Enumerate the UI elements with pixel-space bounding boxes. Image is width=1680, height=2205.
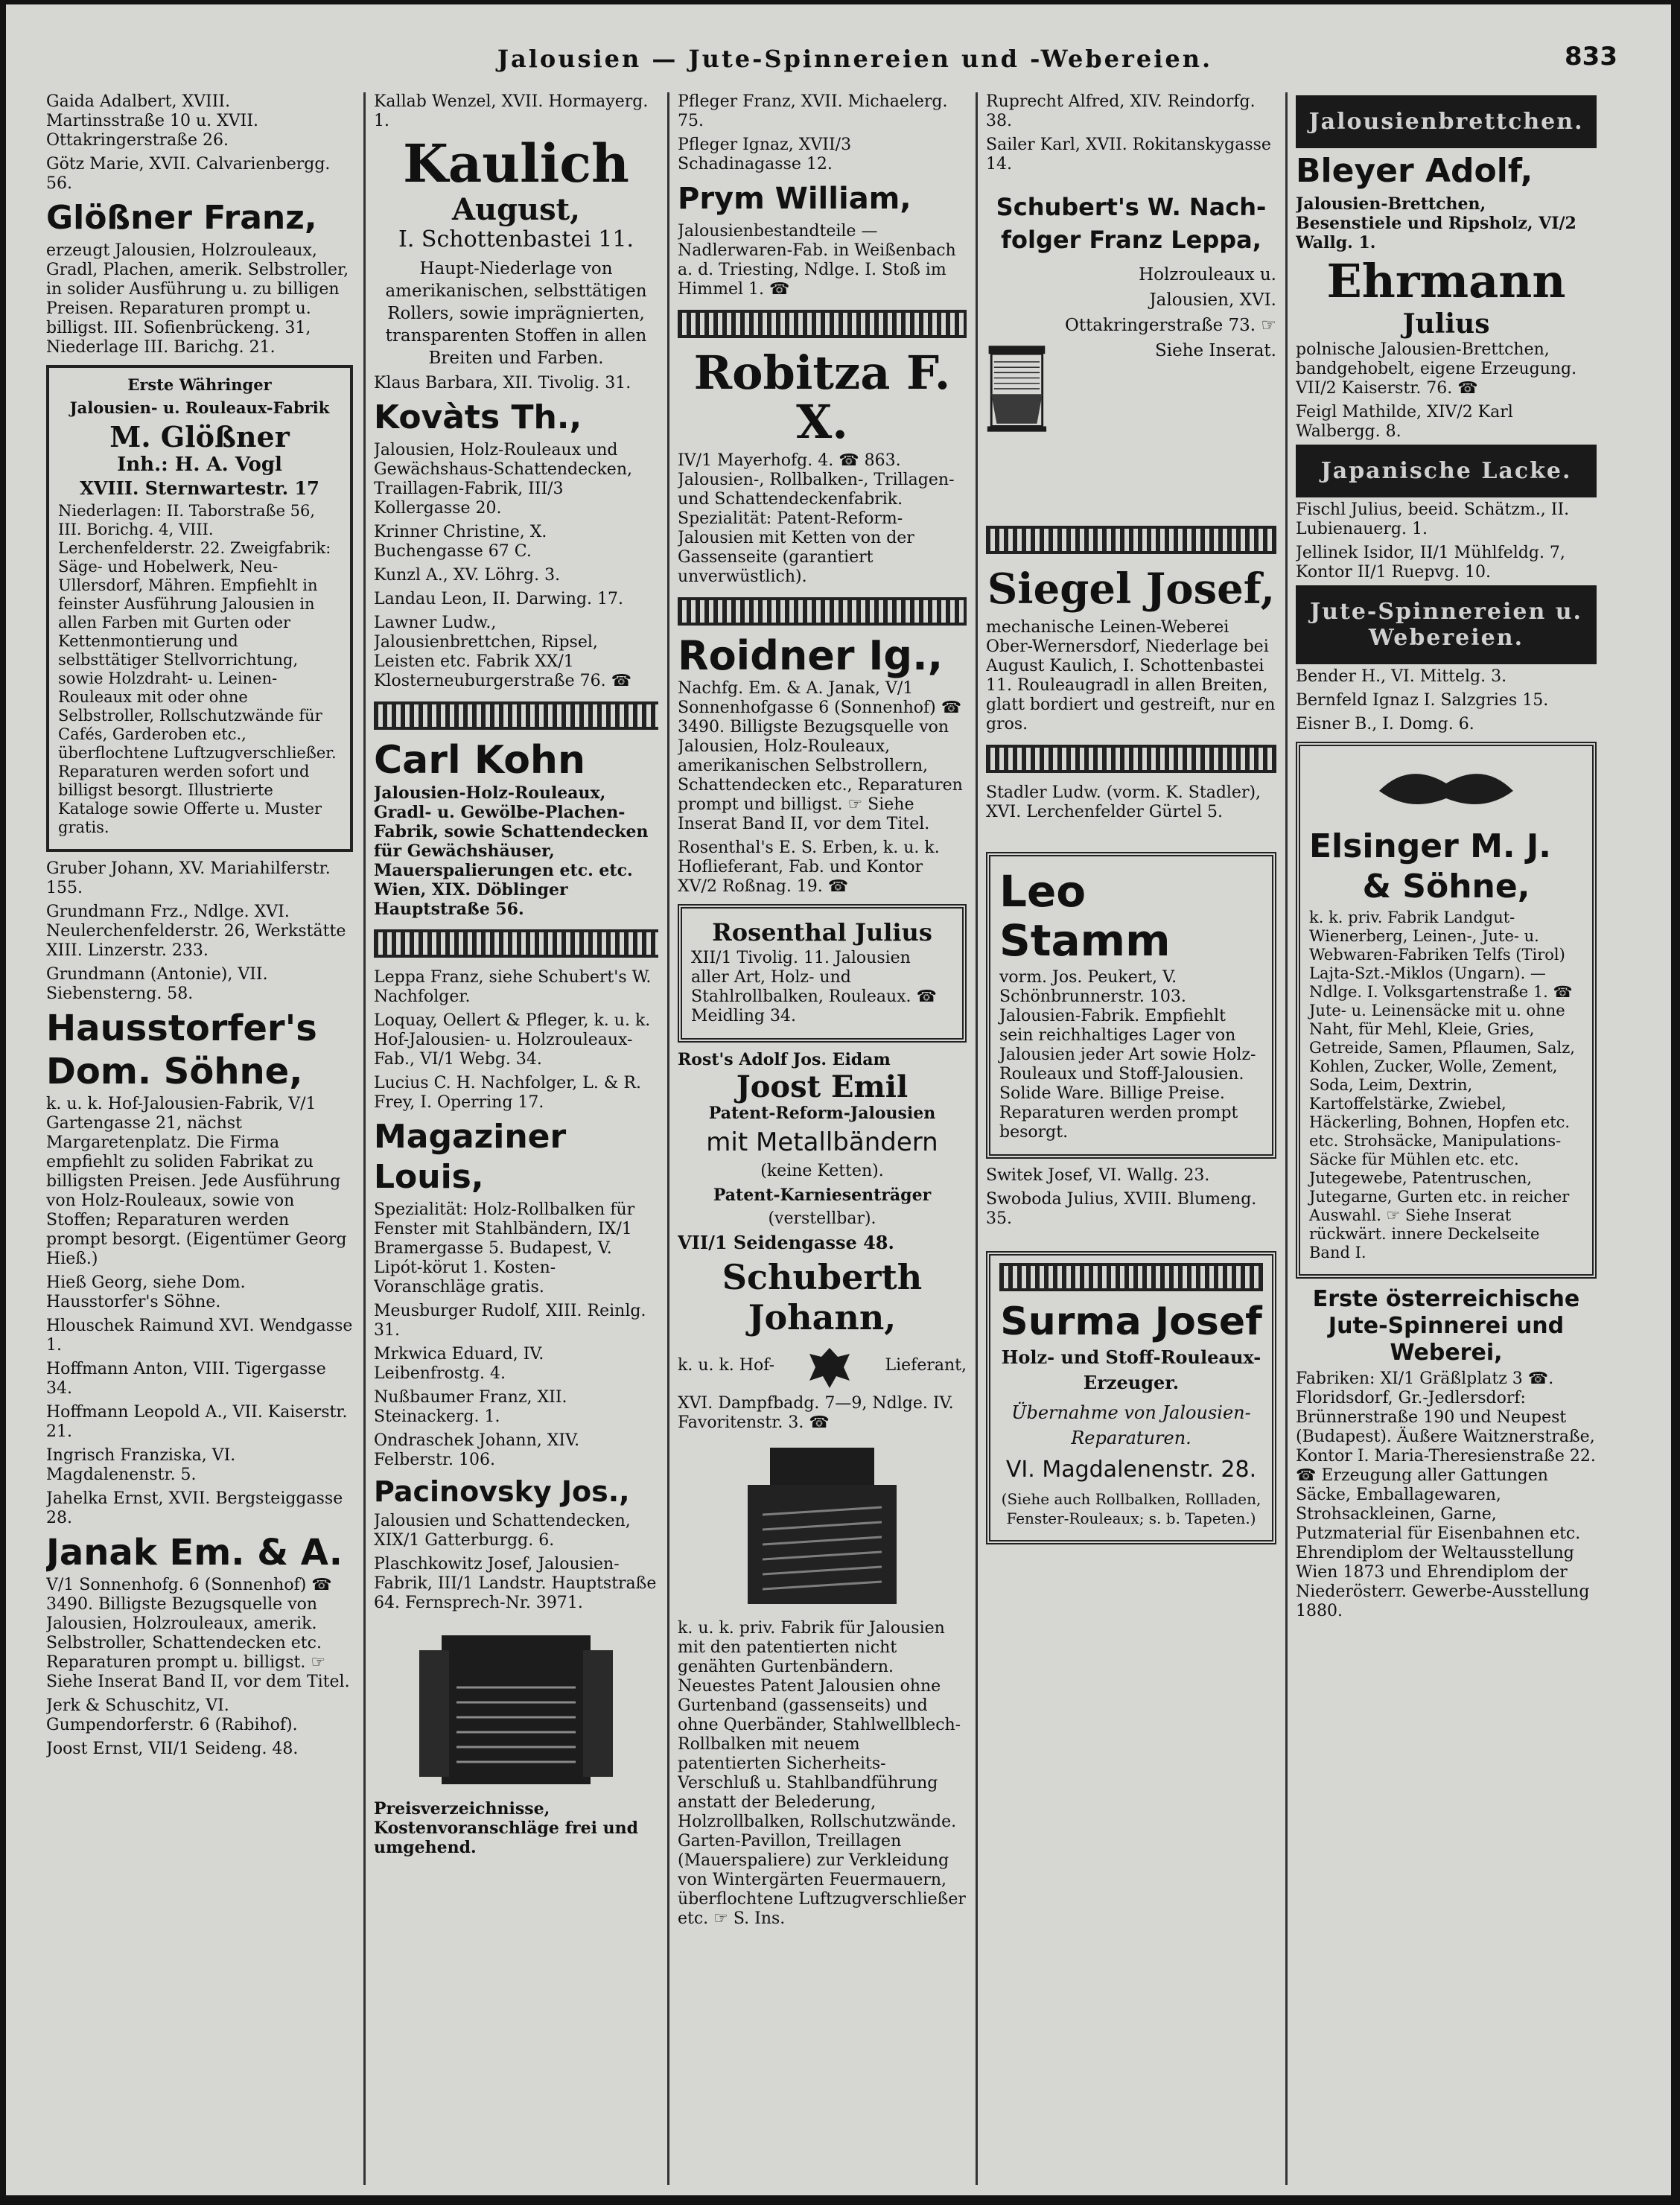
entry: Klaus Barbara, XII. Tivolig. 31. [374, 374, 631, 392]
section-heading: Jute-Spinnereien u. Webereien. [1296, 587, 1597, 663]
ad-text: Haupt-Niederlage von amerikanischen, selbsttätigen Rollers, sowie imprägnierten, transparenten Stoffen in allen Breiten und Farben. [385, 259, 647, 368]
ad-name-hausstorfer-2: Dom. Söhne, [46, 1051, 303, 1092]
entry: Lucius C. H. Nachfolger, L. & R. Frey, I. Operring 17. [374, 1074, 641, 1112]
entry: Bernfeld Ignaz I. Salzgries 15. [1296, 691, 1549, 710]
ad-name: Leo Stamm [999, 866, 1171, 966]
ad-line: (Siehe auch Rollbalken, Rollladen, Fenster-Rouleaux; s. b. Tapeten.) [1001, 1490, 1261, 1527]
entry: Stadler Ludw. (vorm. K. Stadler), XVI. Lerchenfelder Gürtel 5. [986, 783, 1261, 821]
ad-box-stamm [986, 852, 1276, 1159]
ad-line: Holz- und Stoff-Rouleaux-Erzeuger. [1001, 1346, 1261, 1393]
ad-name: Surma Josef [1000, 1299, 1262, 1344]
ad-name-hausstorfer: Hausstorfer's [46, 1008, 317, 1049]
ad-text: Jalousien und Schattendecken, XIX/1 Gatterburgg. 6. [374, 1512, 631, 1550]
ad-name-magaziner: Magaziner Louis, [374, 1118, 567, 1196]
ad-name-janak: Janak Em. & A. [46, 1532, 343, 1574]
ad-name-robitza: Robitza F. X. [693, 346, 951, 449]
directory-page [6, 4, 1671, 2195]
ad-name-ehrmann: Ehrmann [1326, 254, 1566, 308]
ad-line: Übernahme von Jalousien-Reparaturen. [1011, 1402, 1251, 1448]
column-rule [363, 92, 366, 2185]
ad-text: Jalousien-Holz-Rouleaux, Gradl- u. Gewölbe-Plachen-Fabrik, sowie Schattendecken für Gewächshäuser, Mauerspalierungen etc. etc. Wien, XIX. Döblinger Hauptstraße 56. [374, 783, 649, 919]
ad-line: (keine Ketten). [760, 1162, 884, 1180]
entry: Rosenthal's E. S. Erben, k. u. k. Hoflieferant, Fab. und Kontor XV/2 Roßnag. 19. ☎ [678, 839, 940, 896]
ad-address: XVI. Dampfbadg. 7—9, Ndlge. IV. Favoritenstr. 3. ☎ [678, 1394, 954, 1432]
ad-text: Nachfg. Em. & A. Janak, V/1 Sonnenhofgasse 6 (Sonnenhof) ☎ 3490. Billigste Bezugsquelle von Jalousien, Holz-Rouleaux, amerikanischen Selbstrollern, Schattendecken etc., Reparaturen prompt und billigst. ☞ Siehe Inserat Band II, vor dem Titel. [678, 679, 963, 833]
ad-text: k. u. k. priv. Fabrik für Jalousien mit den patentierten nicht genähten Gurtenbändern. Neuestes Patent Jalousien ohne Gurtenband (gassenseits) und ohne Querbänder, Stahlwellblech-Rollbalken mit neuem patentierten Sicherheits-Verschluß u. Stahlbandführung anstatt der Belederung, Holzrollbalken, Rollschutzwände. Garten-Pavillon, Treillagen (Mauerspaliere) zur Verkleidung von Wintergärten Feuermauern, überflochtene Luftzugverschließer etc. ☞ S. Ins. [678, 1619, 966, 1928]
entry: Kallab Wenzel, XVII. Hormayerg. 1. [374, 92, 649, 130]
entry: Loquay, Oellert & Pfleger, k. u. k. Hof-Jalousien- u. Holzrouleaux-Fab., VI/1 Webg. 34. [374, 1011, 651, 1069]
ad-box-surma [986, 1251, 1276, 1544]
ad-name-pacinovsky: Pacinovsky Jos., [374, 1475, 630, 1508]
ad-line: Erste Währinger [127, 375, 272, 394]
schubert-ad-body [986, 262, 1276, 515]
ornament-band [678, 310, 967, 338]
entry: Ruprecht Alfred, XIV. Reindorfg. 38. [986, 92, 1256, 130]
ad-text: Spezialität: Holz-Rollbalken für Fenster mit Stahlbändern, IX/1 Bramergasse 5. Budapest, V. Lipót-körut 1. Kosten-Voranschläge gratis. [374, 1200, 635, 1296]
ad-box-glossner [46, 365, 353, 852]
ad-line: mit Metallbändern [706, 1127, 938, 1157]
ad-text: erzeugt Jalousien, Holzrouleaux, Gradl, Plachen, amerik. Selbstroller, in solider Ausführung u. zu billigen Preisen. Reparaturen prompt u. billigst. III. Sofienbrückeng. 31, Niederlage III. Barichg. 21. [46, 241, 349, 357]
ornament-band [374, 701, 658, 730]
ad-text: vorm. Jos. Peukert, V. Schönbrunnerstr. 103. Jalousien-Fabrik. Empfiehlt sein reichhaltiges Lager von Jalousien jeder Art sowie Holz-Rouleaux und Stoff-Jalousien. Solide Ware. Billige Preise. Reparaturen werden prompt besorgt. [999, 968, 1256, 1142]
ad-address: I. Schottenbastei 11. [398, 226, 634, 252]
entry: Joost Ernst, VII/1 Seideng. 48. [46, 1740, 299, 1758]
ad-line: (verstellbar). [768, 1209, 876, 1228]
entry: Swoboda Julius, XVIII. Blumeng. 35. [986, 1190, 1257, 1228]
ad-name: M. Glößner [109, 420, 290, 454]
ornament-crest-icon [1372, 761, 1521, 821]
ad-name-schubert: Schubert's W. Nach- [996, 193, 1267, 221]
entry: Grundmann (Antonie), VII. Siebensterng. 58. [46, 965, 268, 1003]
ad-name-kohn: Carl Kohn [374, 738, 585, 783]
column-1 [46, 92, 353, 2185]
entry: Leppa Franz, siehe Schubert's W. Nachfolger. [374, 968, 652, 1006]
entry: Lawner Ludw., Jalousienbrettchen, Ripsel, Leisten etc. Fabrik XX/1 Klosterneuburgerstraße 76. ☎ [374, 614, 631, 690]
ad-text: mechanische Leinen-Weberei Ober-Wernersdorf, Niederlage bei August Kaulich, I. Schottenbastei 11. Rouleaugradl in allen Breiten, glatt bordiert und gestreift, nur en gros. [986, 618, 1276, 734]
ad-name-siegel: Siegel Josef, [987, 564, 1276, 614]
jalousie-window-illustration [412, 1620, 620, 1792]
ad-text: Jalousien, Holz-Rouleaux und Gewächshaus-Schattendecken, Traillagen-Fabrik, III/3 Kollergasse 20. [374, 441, 632, 518]
ad-name-erste-oesterreichische: Erste österreichische Jute-Spinnerei und Weberei, [1312, 1286, 1580, 1366]
entry: Sailer Karl, XVII. Rokitanskygasse 14. [986, 136, 1271, 174]
entry: Eisner B., I. Domg. 6. [1296, 715, 1474, 734]
column-4 [986, 92, 1276, 2185]
ad-name-roidner: Roidner Ig., [678, 632, 944, 679]
entry: Hlouschek Raimund XVI. Wendgasse 1. [46, 1317, 353, 1355]
column-rule [976, 92, 978, 2185]
ad-name-prym: Prym William, [678, 182, 911, 216]
ornament-band [999, 1263, 1263, 1291]
entry: Jerk & Schuschitz, VI. Gumpendorferstr. 6 (Rabihof). [46, 1696, 298, 1734]
ad-text: V/1 Sonnenhofg. 6 (Sonnenhof) ☎ 3490. Billigste Bezugsquelle von Jalousien, Holzrouleaux, amerik. Selbstroller, Schattendecken etc. Reparaturen prompt u. billigst. ☞ Siehe Inserat Band II, vor dem Titel. [46, 1576, 350, 1691]
entry: Hieß Georg, siehe Dom. Hausstorfer's Söhne. [46, 1273, 246, 1311]
entry: Pfleger Franz, XVII. Michaelerg. 75. [678, 92, 948, 130]
ad-name-schubert-2: folger Franz Leppa, [1001, 226, 1261, 254]
ornament-band [678, 597, 967, 626]
ad-line: Lieferant, [885, 1356, 967, 1375]
ad-text: XII/1 Tivolig. 11. Jalousien aller Art, Holz- und Stahlrollbalken, Rouleaux. ☎ Meidling 34. [691, 949, 937, 1025]
ad-address: VI. Magdalenenstr. 28. [1005, 1457, 1257, 1483]
column-rule [1285, 92, 1288, 2185]
entry: Krinner Christine, X. Buchengasse 67 C. [374, 523, 547, 561]
ad-text: IV/1 Mayerhofg. 4. ☎ 863. Jalousien-, Rollbalken-, Trillagen- und Schattendeckenfabrik. Spezialität: Patent-Reform-Jalousien mit Ketten von der Gassenseite (garantiert unverwüstlich). [678, 451, 955, 586]
ad-text: polnische Jalousien-Brettchen, bandgehobelt, eigene Erzeugung. VII/2 Kaiserstr. 76. ☎ [1296, 340, 1577, 398]
ad-text: Preisverzeichnisse, Kostenvoranschläge frei und umgehend. [374, 1799, 639, 1857]
ad-name-2: & Söhne, [1362, 868, 1530, 906]
page-header: Jalousien — Jute-Spinnereien und -Webereien. [497, 45, 1213, 73]
ornament-band [986, 745, 1276, 773]
ornament-band [986, 526, 1276, 554]
entry: Fischl Julius, beeid. Schätzm., II. Lubienauerg. 1. [1296, 500, 1570, 538]
entry: Ingrisch Franziska, VI. Magdalenenstr. 5. [46, 1446, 236, 1484]
ad-name-kovats: Kovàts Th., [374, 398, 582, 436]
entry: Meusburger Rudolf, XIII. Reinlg. 31. [374, 1302, 646, 1340]
ad-text: Jalousien-Brettchen, Besenstiele und Ripsholz, VI/2 Wallg. 1. [1296, 194, 1576, 252]
ad-name: Elsinger M. J. [1309, 827, 1551, 865]
entry: Plaschkowitz Josef, Jalousien-Fabrik, III/1 Landstr. Hauptstraße 64. Fernsprech-Nr. 3971. [374, 1555, 657, 1612]
ad-text: k. k. priv. Fabrik Landgut-Wienerberg, Leinen-, Jute- u. Webwaren-Fabriken Telfs (Tirol) Lajta-Szt.-Miklos (Ungarn). — Ndlge. I. Volksgartenstraße 1. ☎ Jute- u. Leinensäcke mit u. ohne Naht, für Mehl, Kleie, Gries, Getreide, Samen, Pflaumen, Salz, Kohlen, Zucker, Wolle, Zement, Soda, Leim, Dextrin, Kartoffelstärke, Zwiebel, Häckerling, Bohnen, Hopfen etc. etc. Strohsäcke, Manipulations-Säcke für Mühlen etc. etc. Jutegewebe, Patentruschen, Jutegarne, Gurten etc. in reicher Auswahl. ☞ Siehe Inserat rückwärt. innere Deckelseite Band I. [1309, 909, 1575, 1261]
ad-line: Patent-Reform-Jalousien [708, 1104, 936, 1123]
entry: Landau Leon, II. Darwing. 17. [374, 590, 624, 608]
ad-name-schuberth: Schuberth Johann, [722, 1257, 923, 1337]
ad-line: Patent-Karniesenträger [713, 1186, 932, 1205]
page-number: 833 [1565, 42, 1617, 71]
ad-text: Fabriken: XI/1 Gräßlplatz 3 ☎. Floridsdorf, Gr.-Jedlersdorf: Brünnerstraße 190 und Neupest (Budapest). Äußere Waitznerstraße, Kontor I. Maria-Theresienstraße 22. ☎ Erzeugung aller Gattungen Säcke, Emballagewaren, Strohsackleinen, Garne, Putzmaterial für Eisenbahnen etc. Ehrendiplom der Weltausstellung Wien 1873 und Ehrendiplom der Niederösterr. Gewerbe-Ausstellung 1880. [1296, 1369, 1596, 1620]
column-rule [667, 92, 669, 2185]
column-3 [678, 92, 967, 2185]
ad-text: Niederlagen: II. Taborstraße 56, III. Borichg. 4, VIII. Lerchenfelderstr. 22. Zweigfabrik: Säge- und Hobelwerk, Neu-Ullersdorf, Mähren. Empfiehlt in feinster Ausführung Jalousien in allen Farben mit Gurten oder Kettenmontierung und selbsttätiger Stellvorrichtung, sowie Holzdraht- u. Leinen-Rouleaux mit oder ohne Selbstroller, Rollschutzwände für Cafés, Garderoben etc., überflochtene Luftzugverschließer. Reparaturen werden sofort und billigst besorgt. Illustrierte Kataloge sowie Offerte u. Muster gratis. [58, 502, 337, 836]
entry: Mrkwica Eduard, IV. Leibenfrostg. 4. [374, 1345, 544, 1383]
entry: Jellinek Isidor, II/1 Mühlfeldg. 7, Kontor II/1 Ruepvg. 10. [1296, 544, 1565, 582]
ad-text: Jalousienbestandteile — Nadlerwaren-Fab. in Weißenbach a. d. Triesting, Ndlge. I. Stoß im Himmel 1. ☎ [678, 222, 956, 299]
ad-line: k. u. k. Hof- [678, 1356, 775, 1375]
ad-owner: Inh.: H. A. Vogl [117, 454, 282, 476]
ad-name: Rosenthal Julius [712, 918, 932, 946]
entry: Bender H., VI. Mittelg. 3. [1296, 667, 1507, 686]
entry: Feigl Mathilde, XIV/2 Karl Walbergg. 8. [1296, 403, 1513, 441]
eagle-crest-icon [804, 1342, 856, 1394]
ad-address: VII/1 Seidengasse 48. [678, 1232, 894, 1253]
ad-name-bleyer: Bleyer Adolf, [1296, 152, 1533, 190]
column-5 [1296, 92, 1597, 2185]
entry: Kunzl A., XV. Löhrg. 3. [374, 566, 561, 585]
ad-text: Holzrouleaux u. Jalousien, XVI. Ottakringerstraße 73. ☞ Siehe Inserat. [1064, 265, 1276, 360]
entry: Hoffmann Anton, VIII. Tigergasse 34. [46, 1360, 326, 1398]
entry: Jahelka Ernst, XVII. Bergsteiggasse 28. [46, 1489, 343, 1527]
ornament-band [374, 929, 658, 958]
ad-address: XVIII. Sternwartestr. 17 [80, 477, 319, 499]
rollbalken-illustration [733, 1440, 911, 1611]
entry: Switek Josef, VI. Wallg. 23. [986, 1166, 1210, 1185]
ad-line: Jalousien- u. Rouleaux-Fabrik [69, 398, 330, 417]
entry: Pfleger Ignaz, XVII/3 Schadinagasse 12. [678, 136, 852, 174]
column-2 [374, 92, 658, 2185]
ad-firstname: August, [451, 192, 581, 227]
entry: Götz Marie, XVII. Calvarienbergg. 56. [46, 155, 331, 193]
entry: Hoffmann Leopold A., VII. Kaiserstr. 21. [46, 1403, 348, 1441]
entry: Ondraschek Johann, XIV. Felberstr. 106. [374, 1431, 580, 1469]
entry: Gruber Johann, XV. Mariahilferstr. 155. [46, 859, 331, 897]
section-heading: Japanische Lacke. [1296, 446, 1597, 496]
schuberth-crest-row [678, 1342, 967, 1394]
ad-box-rosenthal [678, 904, 967, 1043]
entry: Gaida Adalbert, XVIII. Martinsstraße 10 u. XVII. Ottakringerstraße 26. [46, 92, 259, 150]
ad-name-kaulich: Kaulich [403, 133, 629, 194]
ad-name-glossner: Glößner Franz, [46, 199, 317, 237]
section-heading: Jalousienbrettchen. [1296, 97, 1597, 147]
entry: Rost's Adolf Jos. Eidam [678, 1050, 891, 1069]
window-blind-illustration [986, 262, 1048, 515]
ad-text: k. u. k. Hof-Jalousien-Fabrik, V/1 Gartengasse 21, nächst Margaretenplatz. Die Firma empfiehlt zu soliden Fabrikat zu billigsten Preisen. Jede Ausführung von Holz-Rouleaux, sowie von Stoffen; Reparaturen werden prompt besorgt. (Eigentümer Georg Hieß.) [46, 1095, 347, 1268]
entry: Nußbaumer Franz, XII. Steinackerg. 1. [374, 1388, 567, 1426]
ad-name-joost: Joost Emil [736, 1069, 909, 1104]
ad-firstname: Julius [1402, 308, 1490, 340]
entry: Grundmann Frz., Ndlge. XVI. Neulerchenfelderstr. 26, Werkstätte XIII. Linzerstr. 233. [46, 903, 346, 960]
ad-box-elsinger [1296, 742, 1597, 1279]
